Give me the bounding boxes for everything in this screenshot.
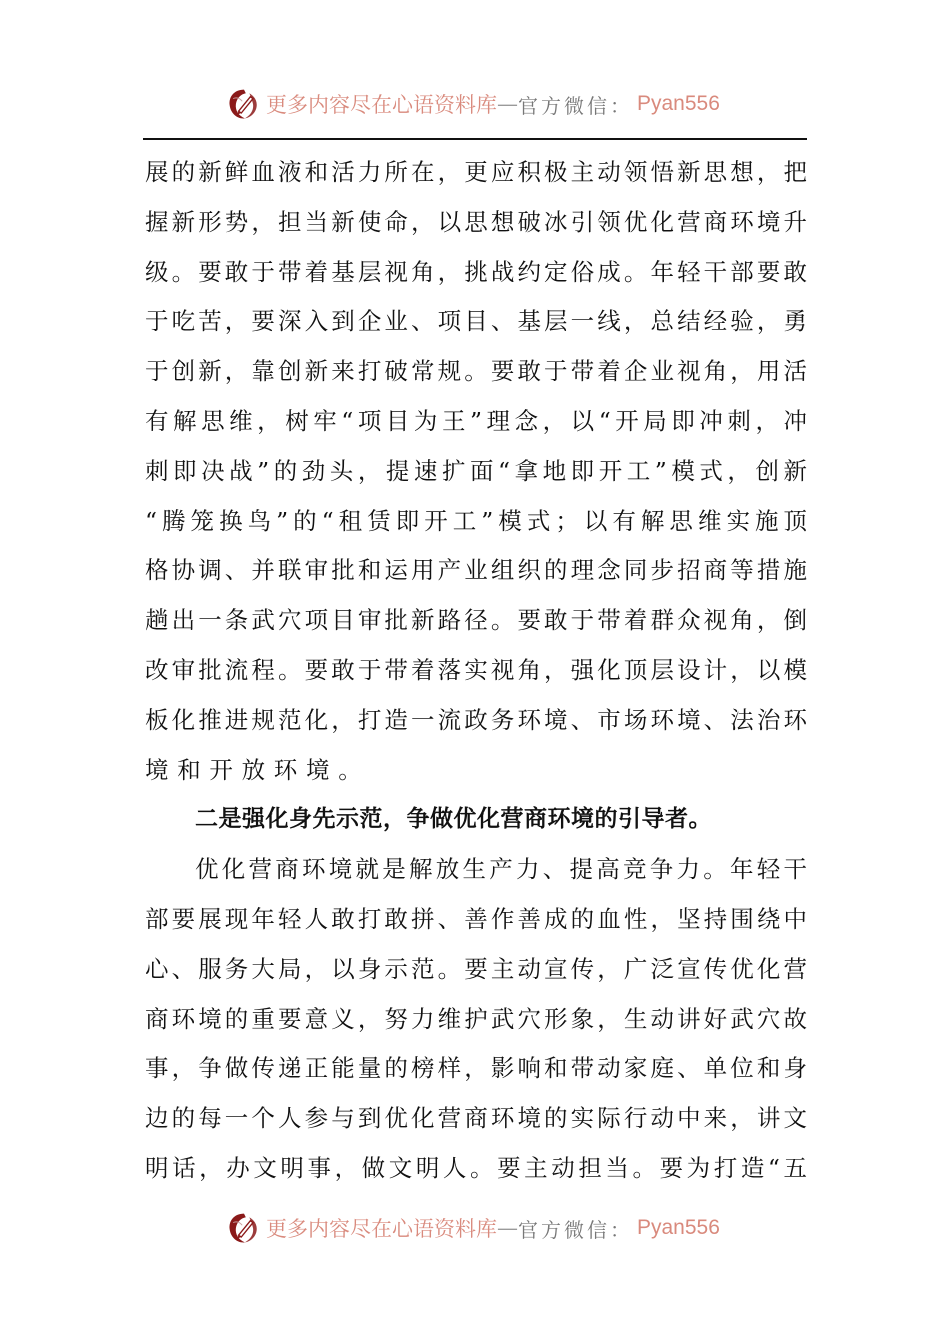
- text-line: 格协调、并联审批和运用产业组织的理念同步招商等措施: [145, 556, 807, 585]
- text-line: 趟出一条武穴项目审批新路径。要敢于带着群众视角，倒: [145, 606, 807, 635]
- quill-pen-logo-icon: [226, 1210, 262, 1246]
- text-line: 于吃苦，要深入到企业、项目、基层一线，总结经验，勇: [145, 307, 807, 336]
- document-body: [145, 148, 807, 1194]
- text-line: 境和开放环境。: [145, 755, 371, 784]
- text-line: 板化推进规范化，打造一流政务环境、市场环境、法治环: [145, 705, 807, 734]
- text-line: “腾笼换鸟”的“租赁即开工”模式；以有解思维实施顶: [145, 506, 807, 535]
- text-line: 商环境的重要意义，努力维护武穴形象，生动讲好武穴故: [145, 1004, 807, 1033]
- banner-main-text: 更多内容尽在心语资料库: [266, 1217, 497, 1241]
- text-line: 展的新鲜血液和活力所在，更应积极主动领悟新思想，把: [145, 158, 807, 186]
- quill-pen-logo-icon: [226, 86, 262, 122]
- header-banner: [226, 84, 720, 124]
- banner-wechat-label: 官方微信：: [518, 1217, 633, 1242]
- footer-banner: [226, 1208, 720, 1248]
- section-heading: 二是强化身先示范，争做优化营商环境的引导者。: [195, 806, 712, 833]
- banner-wechat-label: 官方微信：: [518, 93, 633, 118]
- text-line: 事，争做传递正能量的榜样，影响和带动家庭、单位和身: [145, 1054, 807, 1083]
- text-line: 握新形势，担当新使命，以思想破冰引领优化营商环境升: [145, 207, 807, 236]
- banner-dash: —: [497, 92, 518, 116]
- text-line: 于创新，靠创新来打破常规。要敢于带着企业视角，用活: [145, 357, 807, 386]
- banner-wechat-id: Pyan556: [637, 92, 720, 115]
- text-line: 刺即决战”的劲头，提速扩面“拿地即开工”模式，创新: [145, 456, 807, 485]
- banner-main-text: 更多内容尽在心语资料库: [266, 93, 497, 117]
- header-divider: [143, 138, 807, 140]
- text-line: 明话，办文明事，做文明人。要主动担当。要为打造“五: [145, 1153, 807, 1182]
- text-line: 改审批流程。要敢于带着落实视角，强化顶层设计，以模: [145, 655, 807, 684]
- text-line: 心、服务大局，以身示范。要主动宣传，广泛宣传优化营: [145, 954, 807, 983]
- banner-dash: —: [497, 1216, 518, 1240]
- text-line: 边的每一个人参与到优化营商环境的实际行动中来，讲文: [145, 1104, 807, 1133]
- banner-wechat-id: Pyan556: [637, 1216, 720, 1239]
- text-line: 部要展现年轻人敢打敢拼、善作善成的血性，坚持围绕中: [145, 904, 807, 933]
- paragraph-first-line: 优化营商环境就是解放生产力、提高竞争力。年轻干: [195, 855, 807, 884]
- text-line: 有解思维，树牢“项目为王”理念，以“开局即冲刺，冲: [145, 406, 807, 435]
- text-line: 级。要敢于带着基层视角，挑战约定俗成。年轻干部要敢: [145, 257, 807, 286]
